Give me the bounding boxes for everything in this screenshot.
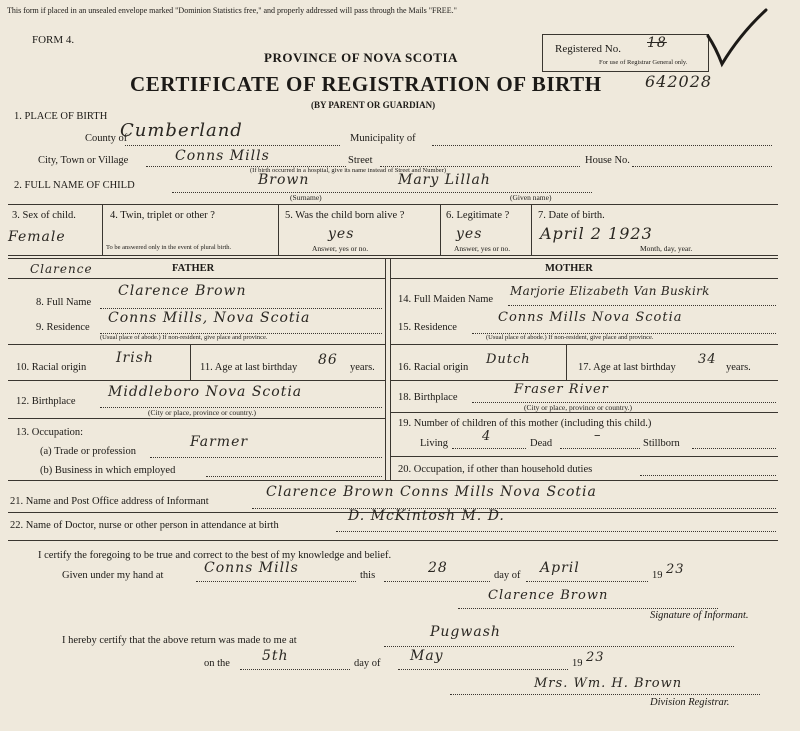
hospital-note: (If birth occurred in a hospital, give its name instead of Street and Number) bbox=[250, 167, 447, 174]
father-residence-value: Conns Mills, Nova Scotia bbox=[108, 310, 311, 326]
given-caption: (Given name) bbox=[510, 193, 552, 202]
legit-label: 6. Legitimate ? bbox=[446, 210, 510, 221]
cert-day-of-label: day of bbox=[494, 570, 521, 581]
house-label: House No. bbox=[585, 155, 630, 166]
father-birthplace-value: Middleboro Nova Scotia bbox=[108, 384, 303, 400]
mother-residence-note: (Usual place of abode.) If non-resident, give place and province. bbox=[486, 334, 654, 341]
given-under-label: Given under my hand at bbox=[62, 570, 164, 581]
alive-value: yes bbox=[328, 226, 355, 242]
street-label: Street bbox=[348, 155, 373, 166]
city-label: City, Town or Village bbox=[38, 155, 129, 166]
date-label: 7. Date of birth. bbox=[538, 210, 605, 221]
registrar-day-value: 5th bbox=[262, 648, 289, 664]
surname-caption: (Surname) bbox=[290, 193, 322, 202]
province-heading: PROVINCE OF NOVA SCOTIA bbox=[264, 50, 458, 65]
registered-label: Registered No. bbox=[555, 43, 621, 55]
page-subtitle: (BY PARENT OR GUARDIAN) bbox=[311, 100, 436, 110]
certify-statement: I certify the foregoing to be true and correct to the best of my knowledge and belief. bbox=[38, 550, 392, 561]
city-value: Conns Mills bbox=[175, 148, 270, 164]
sex-value: Female bbox=[8, 229, 66, 245]
page-title: CERTIFICATE OF REGISTRATION OF BIRTH bbox=[130, 72, 602, 96]
mother-birthplace-label: 18. Birthplace bbox=[398, 392, 458, 403]
father-residence-label: 9. Residence bbox=[36, 322, 90, 333]
stillborn-label: Stillborn bbox=[643, 438, 680, 449]
doctor-value: D. McKintosh M. D. bbox=[348, 508, 505, 524]
registrar-month-value: May bbox=[410, 648, 444, 664]
mother-residence-value: Conns Mills Nova Scotia bbox=[498, 310, 683, 325]
mother-name-label: 14. Full Maiden Name bbox=[398, 294, 494, 305]
registrar-year-value: 23 bbox=[586, 650, 605, 665]
father-occupation-label: 13. Occupation: bbox=[16, 427, 84, 438]
registered-note: For use of Registrar General only. bbox=[599, 59, 688, 66]
mother-name-value: Marjorie Elizabeth Van Buskirk bbox=[510, 284, 710, 298]
mother-children-label: 19. Number of children of this mother (including this child.) bbox=[398, 418, 652, 429]
father-birthplace-label: 12. Birthplace bbox=[16, 396, 76, 407]
county-value: Cumberland bbox=[120, 120, 243, 141]
father-birthplace-note: (City or place, province or country.) bbox=[148, 408, 257, 417]
registrar-year-prefix: 19 bbox=[572, 658, 583, 669]
mother-age-label: 17. Age at last birthday bbox=[578, 362, 676, 373]
informant-caption: Signature of Informant. bbox=[650, 610, 749, 621]
alive-label: 5. Was the child born alive ? bbox=[285, 210, 405, 221]
dead-label: Dead bbox=[530, 438, 553, 449]
mother-racial-label: 16. Racial origin bbox=[398, 362, 469, 373]
sex-label: 3. Sex of child. bbox=[12, 210, 76, 221]
mother-residence-label: 15. Residence bbox=[398, 322, 457, 333]
father-residence-note: (Usual place of abode.) If non-resident, give place and province. bbox=[100, 334, 268, 341]
living-label: Living bbox=[420, 438, 448, 449]
child-given-name: Mary Lillah bbox=[398, 172, 491, 188]
informant-label: 21. Name and Post Office address of Informant bbox=[10, 496, 209, 507]
mother-racial-value: Dutch bbox=[486, 352, 531, 367]
mother-heading: MOTHER bbox=[545, 263, 593, 274]
given-place: Conns Mills bbox=[204, 560, 299, 576]
twin-note: To be answered only in the event of plural birth. bbox=[106, 244, 232, 251]
father-racial-value: Irish bbox=[116, 350, 154, 366]
registrar-statement: I hereby certify that the above return was made to me at bbox=[62, 635, 297, 646]
father-heading: FATHER bbox=[172, 263, 215, 274]
check-mark-icon bbox=[700, 6, 770, 76]
cert-month-value: April bbox=[540, 560, 580, 576]
registrar-place: Pugwash bbox=[430, 624, 501, 640]
dead-value: – bbox=[594, 428, 602, 443]
cert-year-value: 23 bbox=[666, 562, 685, 577]
father-name-value: Clarence Brown bbox=[118, 283, 247, 299]
registrar-signature: Mrs. Wm. H. Brown bbox=[534, 676, 683, 691]
mother-age-value: 34 bbox=[698, 352, 717, 367]
handwritten-number: 642028 bbox=[645, 72, 713, 91]
father-age-label: 11. Age at last birthday bbox=[200, 362, 298, 373]
alive-note: Answer, yes or no. bbox=[312, 244, 369, 253]
child-surname: Brown bbox=[258, 172, 310, 188]
father-business-label: (b) Business in which employed bbox=[40, 465, 176, 476]
date-value: April 2 1923 bbox=[540, 224, 653, 243]
doctor-label: 22. Name of Doctor, nurse or other person in attendance at birth bbox=[10, 520, 279, 531]
child-name-label: 2. FULL NAME OF CHILD bbox=[14, 180, 135, 191]
father-racial-label: 10. Racial origin bbox=[16, 362, 87, 373]
form-number: FORM 4. bbox=[32, 34, 75, 46]
legit-note: Answer, yes or no. bbox=[454, 244, 511, 253]
registrar-day-of-label: day of bbox=[354, 658, 381, 669]
county-label: County of bbox=[85, 133, 128, 144]
father-trade-label: (a) Trade or profession bbox=[40, 446, 136, 457]
registered-value: 18 bbox=[647, 35, 667, 51]
twin-label: 4. Twin, triplet or other ? bbox=[110, 210, 215, 221]
informant-value: Clarence Brown Conns Mills Nova Scotia bbox=[266, 484, 597, 500]
registered-box bbox=[542, 34, 709, 72]
legit-value: yes bbox=[456, 226, 483, 242]
mother-occupation-label: 20. Occupation, if other than household duties bbox=[398, 464, 593, 475]
father-trade-value: Farmer bbox=[190, 434, 249, 450]
father-years: years. bbox=[350, 362, 375, 373]
cert-year-prefix: 19 bbox=[652, 570, 663, 581]
mother-years: years. bbox=[726, 362, 751, 373]
registrar-on-label: on the bbox=[204, 658, 230, 669]
mail-notice: This form if placed in an unsealed envelope marked "Dominion Statistics free," and properly addressed will pass through the Mails "FREE." bbox=[7, 6, 457, 15]
mother-birthplace-note: (City or place, province or country.) bbox=[524, 403, 633, 412]
registrar-caption: Division Registrar. bbox=[650, 697, 730, 708]
place-of-birth-label: 1. PLACE OF BIRTH bbox=[14, 111, 108, 122]
living-value: 4 bbox=[482, 429, 492, 444]
father-age-value: 86 bbox=[318, 352, 338, 368]
father-name-label: 8. Full Name bbox=[36, 297, 92, 308]
date-note: Month, day, year. bbox=[640, 244, 693, 253]
municipality-label: Municipality of bbox=[350, 133, 416, 144]
mother-birthplace-value: Fraser River bbox=[514, 382, 609, 397]
informant-signature: Clarence Brown bbox=[488, 588, 609, 603]
father-corner-note: Clarence bbox=[30, 262, 93, 276]
cert-day-value: 28 bbox=[428, 560, 448, 576]
this-label: this bbox=[360, 570, 376, 581]
